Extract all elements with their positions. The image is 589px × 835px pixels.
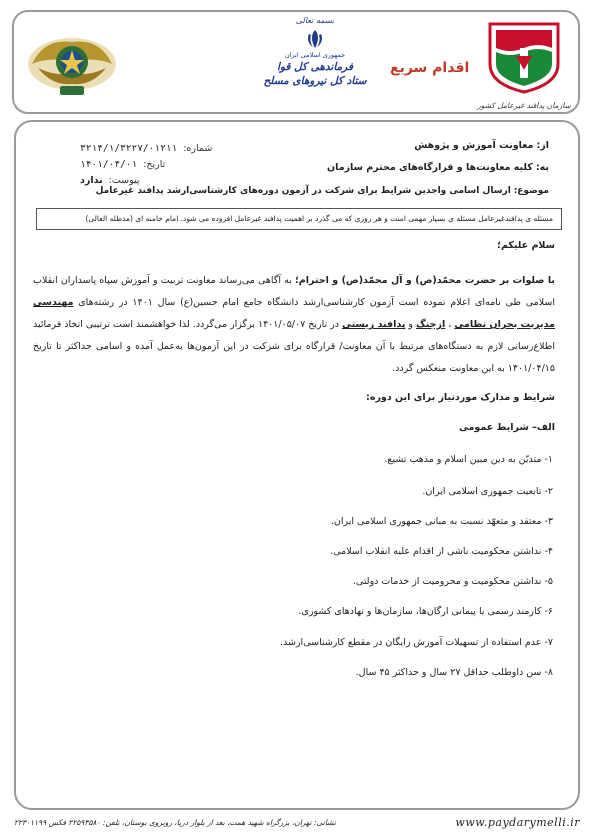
- reference-number-label: شماره:: [183, 142, 213, 154]
- from-line: [219, 140, 549, 151]
- body-conj: ،: [445, 319, 455, 330]
- passive-defense-organization-logo-icon: [476, 18, 572, 94]
- condition-item: ۳- معتقد و متعهّد نسبت به مبانی جمهوری اسلامی ایران.: [330, 516, 553, 527]
- body-conj2: و: [405, 319, 417, 330]
- from-label: از:: [536, 140, 549, 151]
- urgent-label: اقدام سریع: [390, 60, 470, 76]
- command-label: فرماندهی کل قوا: [277, 61, 353, 73]
- requirements-heading: شرایط و مدارک موردنیاز برای این دوره:: [366, 392, 555, 403]
- reference-date-label: تاریخ:: [143, 158, 166, 170]
- state-header: [260, 16, 370, 112]
- condition-item: ۷- عدم استفاده از تسهیلات آموزش رایگان در مقطع کارشناسی‌ارشد.: [280, 637, 553, 648]
- body-tail: در تاریخ ۱۴۰۱/۰۵/۰۷ برگزار می‌گردد. لذا خواهشمند است ترتیبی اتخاذ فرمائید اطلاع‌رسانی لازم به دستگاه‌های مرتبط با آن معاونت/ قرارگاه برای شرکت در این آزمون‌ها به‌عمل آمده و اسامی حداکثر تا تاریخ ۱۴۰۱/۰۴/۱۵ به این معاونت منعکس گردد.: [33, 319, 555, 374]
- subject-line: [79, 186, 549, 196]
- to-value: کلیه معاونت‌ها و قرارگاه‌های محترم سازمان: [327, 162, 533, 173]
- general-conditions-heading: الف– شرایط عمومی: [458, 422, 555, 433]
- reference-attachment-label: پیوست:: [108, 174, 140, 186]
- org-caption: سازمان پدافند غیرعامل کشور: [477, 101, 571, 110]
- condition-item: ۴- نداشتن محکومیت ناشی از اقدام علیه انقلاب اسلامی.: [330, 546, 553, 557]
- field-war: ازجنگ: [416, 319, 446, 330]
- armed-forces-emblem: [24, 24, 120, 104]
- condition-item: ۸- سن داوطلب حداقل ۲۷ سال و حداکثر ۴۵ سال.: [355, 667, 553, 678]
- condition-item: ۱- متدیّن به دین مبین اسلام و مذهب تشیع.: [384, 454, 553, 465]
- website-link[interactable]: www.paydarymelli.ir: [455, 815, 580, 829]
- condition-item: ۶- کارمند رسمی یا پیمانی ارگان‌ها، سازمان‌ها و نهادهای کشوری.: [298, 606, 553, 617]
- reference-attachment: ندارد: [80, 174, 103, 186]
- reference-number: ۳۲۱۴/۱/۳۲۲۷/۰۱۲۱۱: [80, 142, 178, 154]
- iran-emblem-icon: [304, 28, 326, 50]
- subject-label: موضوع:: [513, 186, 549, 196]
- condition-item: ۲- تابعیت جمهوری اسلامی ایران.: [422, 486, 553, 497]
- field-crisis-management: مهندسی مدیریت بحران نظامی: [33, 297, 555, 330]
- salutation: با صلوات بر حضرت محمّد(ص) و آل محمّد(ص) و احترام؛: [294, 275, 555, 286]
- reference-date: ۱۴۰۱/۰۴/۰۱: [80, 158, 138, 170]
- armed-forces-general-staff-emblem-icon: [24, 24, 120, 104]
- subject-value: ارسال اسامی واجدین شرایط برای شرکت در آزمون دوره‌های کارشناسی‌ارشد پدافند غیرعامل: [95, 186, 511, 196]
- to-label: به:: [535, 162, 549, 173]
- bismillah: بسمه تعالی: [295, 16, 335, 25]
- passive-defense-logo: [476, 18, 572, 110]
- field-biodefense: پدافند زیستی: [342, 319, 406, 330]
- condition-item: ۵- نداشتن محکومیت و محرومیت از خدمات دولتی.: [352, 576, 553, 587]
- letterhead: [12, 10, 580, 114]
- leader-quote-box: مسئله ی پدافندغیرعامل مسئله ی بسیار مهمی است و هر روزی که می گذرد بر اهمیت پدافند غیرعامل افزوده می شود. امام خامنه ای (مدظله العالی): [36, 208, 562, 230]
- to-line: [219, 162, 549, 173]
- body-paragraph: [33, 270, 555, 380]
- body-intro: به آگاهی می‌رساند معاونت تربیت و آموزش سپاه پاسداران انقلاب اسلامی طی نامه‌ای اعلام نموده است آزمون کارشناسی‌ارشد دانشگاه جامع امام حسین(ع) سال ۱۴۰۱ در رشته‌های: [33, 275, 555, 308]
- footer: [14, 812, 580, 832]
- republic-label: جمهوری اسلامی ایران: [284, 51, 346, 59]
- staff-label: ستاد کل نیروهای مسلح: [263, 75, 367, 87]
- greeting: سلام علیکم؛: [497, 240, 555, 251]
- from-value: معاونت آموزش و پژوهش: [414, 140, 534, 151]
- footer-address: نشانی: تهران، بزرگراه شهید همت، بعد از بلوار دریا، روبروی بوستان، تلفن: ۲۲۵۹۳۵۸۰ فکس ۲۲۳۰۱۱۹۹: [14, 817, 336, 827]
